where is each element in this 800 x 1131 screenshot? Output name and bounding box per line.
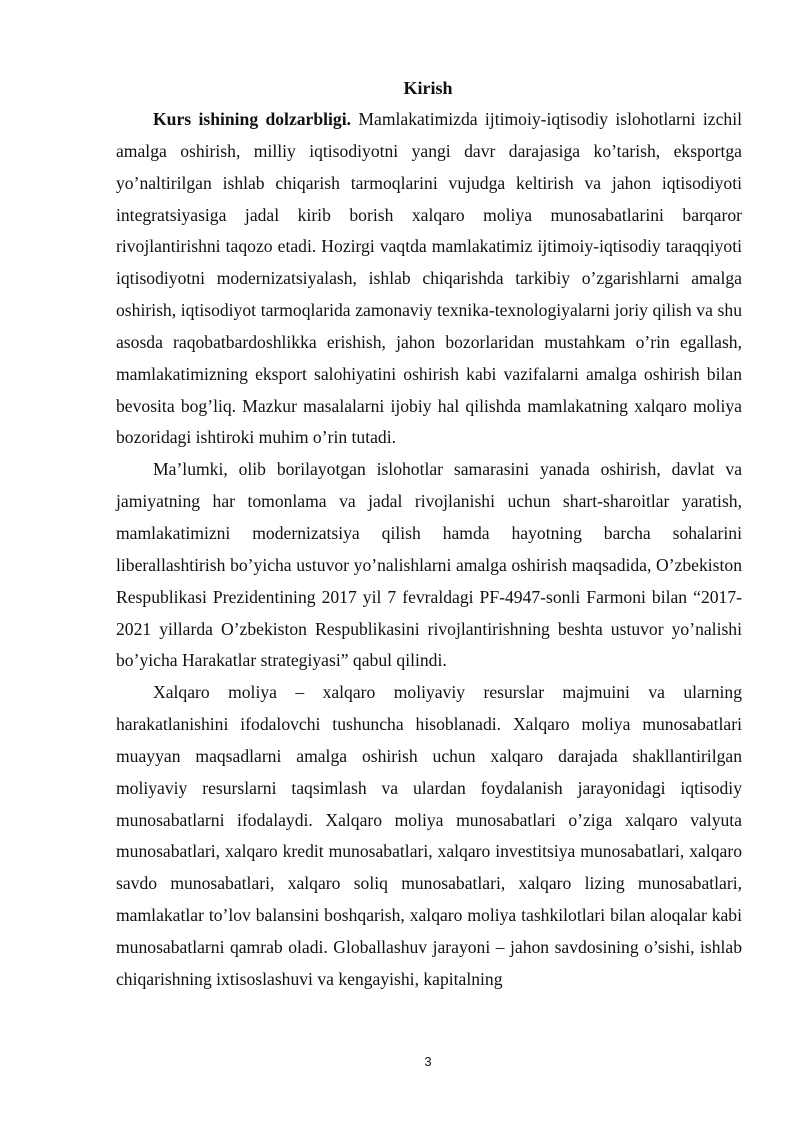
page-number: 3 — [424, 1054, 432, 1069]
paragraph-relevance — [116, 104, 742, 454]
paragraph-text: Mamlakatimizda ijtimoiy-iqtisodiy islohotlarni izchil amalga oshirish, milliy iqtisodiyotni yangi davr darajasiga ko’tarish, eksportga yo’naltirilgan ishlab chiqarish tarmoqlarini vujudga keltirish va jahon iqtisodiyoti integratsiyasiga jadal kirib borish xalqaro moliya munosabatlarini barqaror rivojlantirishni taqozo etadi. Hozirgi vaqtda mamlakatimiz ijtimoiy-iqtisodiy taraqqiyoti iqtisodiyotni modernizatsiyalash, ishlab chiqarishda tarkibiy o’zgarishlarni amalga oshirish, iqtisodiyot tarmoqlarida zamonaviy texnika-texnologiyalarni joriy qilish va shu asosda raqobatbardoshlikka erishish, jahon bozorlaridan mustahkam o’rin egallash, mamlakatimizning eksport salohiyatini oshirish kabi vazifalarni amalga oshirish bilan bevosita bog’liq. Mazkur masalalarni ijobiy hal qilishda mamlakatning xalqaro moliya bozoridagi ishtiroki muhim o’rin tutadi. — [116, 109, 742, 448]
paragraph-text: Xalqaro moliya – xalqaro moliyaviy resurslar majmuini va ularning harakatlanishini ifodalovchi tushuncha hisoblanadi. Xalqaro moliya munosabatlari muayyan maqsadlarni amalga oshirish uchun xalqaro darajada shakllantirilgan moliyaviy resurslarni taqsimlash va ulardan foydalanish jarayonidagi iqtisodiy munosabatlarni ifodalaydi. Xalqaro moliya munosabatlari o’ziga xalqaro valyuta munosabatlari, xalqaro kredit munosabatlari, xalqaro investitsiya munosabatlari, xalqaro savdo munosabatlari, xalqaro soliq munosabatlari, xalqaro lizing munosabatlari, mamlakatlar to’lov balansini boshqarish, xalqaro moliya tashkilotlari bilan aloqalar kabi munosabatlarni qamrab oladi. Globallashuv jarayoni – jahon savdosining o’sishi, ishlab chiqarishning ixtisoslashuvi va kengayishi, kapitalning — [116, 682, 742, 989]
paragraph-international-finance — [116, 677, 742, 995]
page-title: Kirish — [403, 78, 453, 98]
paragraph-lead-heading: Kurs ishining dolzarbligi. — [153, 109, 352, 129]
paragraph-reforms — [116, 454, 742, 677]
body-text — [116, 104, 742, 996]
paragraph-text: Ma’lumki, olib borilayotgan islohotlar samarasini yanada oshirish, davlat va jamiyatning har tomonlama va jadal rivojlanishi uchun shart-sharoitlar yaratish, mamlakatimizni modernizatsiya qilish hamda hayotning barcha sohalarini liberallashtirish bo’yicha ustuvor yo’nalishlarni amalga oshirish maqsadida, O’zbekiston Respublikasi Prezidentining 2017 yil 7 fevraldagi PF-4947-sonli Farmoni bilan “2017- 2021 yillarda O’zbekiston Respublikasini rivojlantirishning beshta ustuvor yo’nalishi bo’yicha Harakatlar strategiyasi” qabul qilindi. — [116, 459, 742, 671]
